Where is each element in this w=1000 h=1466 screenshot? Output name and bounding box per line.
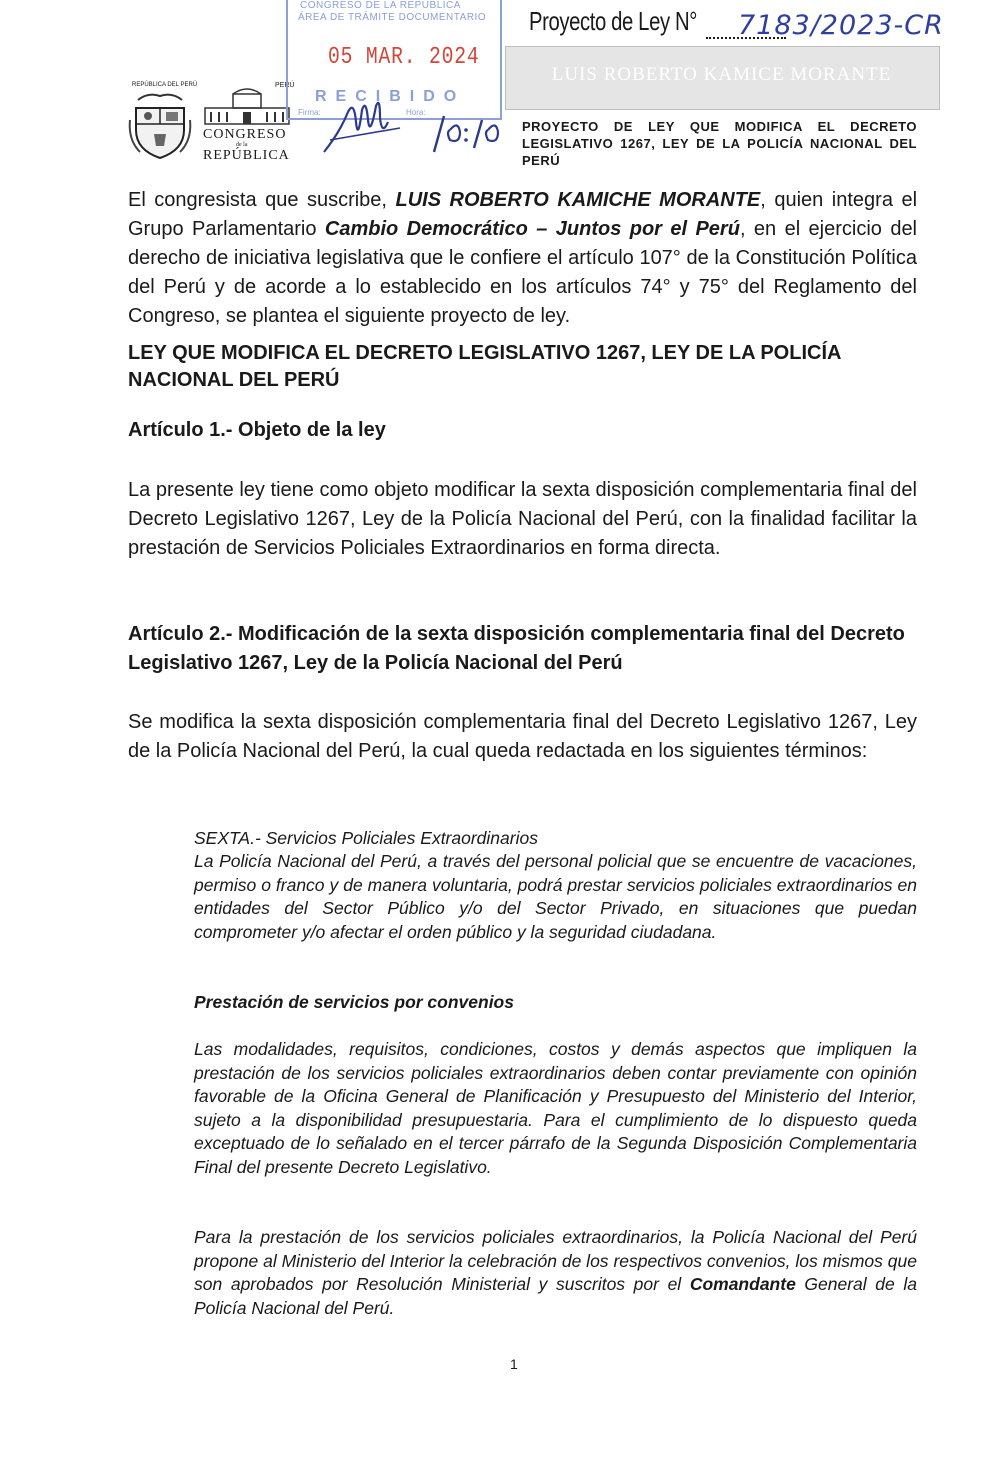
- stamp-line-1: CONGRESO DE LA REPÚBLICA: [300, 0, 461, 11]
- author-name-box-text: LUIS ROBERTO KAMICE MORANTE: [551, 64, 892, 85]
- republica-wordmark: REPÚBLICA: [203, 148, 290, 163]
- convenios-heading: Prestación de servicios por convenios: [194, 992, 514, 1012]
- convenios-paragraph-2: [194, 1226, 917, 1320]
- article-1-title: Artículo 1.- Objeto de la ley: [128, 419, 386, 441]
- convenios-p2-text-a: Para la prestación de los servicios policiales extraordinarios, la Policía Nacional del Perú propone al Ministerio del Interior la celebración de los respectivos convenios, los mismos que son aprobados por Resolución Ministerial y suscritos por el: [194, 1227, 917, 1294]
- intro-text-1: El congresista que suscribe,: [128, 189, 396, 211]
- sexta-heading: SEXTA.- Servicios Policiales Extraordinarios: [194, 828, 538, 848]
- republica-caption: REPÚBLICA DEL PERÚ: [132, 82, 198, 88]
- comandante-bold: Comandante: [689, 1274, 796, 1294]
- intro-text-2: , quien integra el Grupo Parlamentario: [128, 189, 918, 240]
- convenios-p2-text-c: General de la Policía Nacional del Perú.: [194, 1274, 917, 1318]
- intro-paragraph: [128, 186, 917, 331]
- congress-building-icon: [203, 84, 291, 126]
- page-number: 1: [510, 1356, 518, 1372]
- proyecto-label: Proyecto de Ley N°: [529, 6, 697, 36]
- congreso-sub: de la: [236, 142, 248, 148]
- peru-caption: PERÚ: [275, 82, 295, 89]
- article-2-title: Artículo 2.- Modificación de la sexta disposición complementaria final del Decreto Legislativo 1267, Ley de la Policía Nacional del Perú: [128, 623, 905, 674]
- stamp-hora-label: Hora:: [406, 108, 426, 117]
- national-coat-of-arms-icon: [128, 90, 192, 162]
- congreso-wordmark: CONGRESO: [203, 127, 287, 142]
- convenios-paragraph-1: Las modalidades, requisitos, condiciones, costos y demás aspectos que impliquen la prestación de los servicios policiales extraordinarios deben contar previamente con opinión favorable de la Oficina General de Planificación y Presupuesto del Ministerio del Interior, sujeto a la disponibilidad presupuestaria. Para el cumplimiento de lo dispuesto queda exceptuado de lo señalado en el tercer párrafo de la Segunda Disposición Complementaria Final del presente Decreto Legislativo.: [194, 1039, 917, 1177]
- stamp-date: 05 MAR. 2024: [328, 44, 480, 71]
- intro-text-3: , en el ejercicio del derecho de iniciativa legislativa que le confiere el artículo 107° de la Constitución Política del Perú y de acorde a lo establecido en los artículos 74° y 75° del Reglamento del Congreso, se plantea el siguiente proyecto de ley.: [128, 218, 918, 327]
- parliamentary-group: Cambio Democrático – Juntos por el Perú: [324, 218, 740, 240]
- sexta-text: La Policía Nacional del Perú, a través del personal policial que se encuentre de vacaciones, permiso o franco y de manera voluntaria, podrá prestar servicios policiales extraordinarios en entidades del Sector Público y/o del Sector Privado, en situaciones que puedan comprometer y/o afectar el orden público y la seguridad ciudadana.: [194, 851, 917, 942]
- stamp-recibido: RECIBIDO: [315, 88, 466, 105]
- article-1-text: La presente ley tiene como objeto modificar la sexta disposición complementaria final del Decreto Legislativo 1267, Ley de la Policía Nacional del Perú, con la finalidad facilitar la prestación de Servicios Policiales Extraordinarios en forma directa.: [128, 479, 917, 559]
- author-name: LUIS ROBERTO KAMICHE MORANTE: [395, 189, 761, 211]
- handwritten-signature: [310, 92, 510, 162]
- bill-short-title: PROYECTO DE LEY QUE MODIFICA EL DECRETO LEGISLATIVO 1267, LEY DE LA POLICÍA NACIONAL DEL PERÚ: [522, 119, 917, 168]
- stamp-firma-label: Firma:: [298, 108, 321, 117]
- proyecto-number-handwritten: 7183/2023-CR: [738, 10, 944, 41]
- article-2-text: Se modifica la sexta disposición complementaria final del Decreto Legislativo 1267, Ley de la Policía Nacional del Perú, la cual queda redactada en los siguientes términos:: [128, 711, 917, 762]
- law-title: LEY QUE MODIFICA EL DECRETO LEGISLATIVO 1267, LEY DE LA POLICÍA NACIONAL DEL PERÚ: [128, 342, 841, 391]
- stamp-line-2: ÁREA DE TRÁMITE DOCUMENTARIO: [298, 12, 487, 23]
